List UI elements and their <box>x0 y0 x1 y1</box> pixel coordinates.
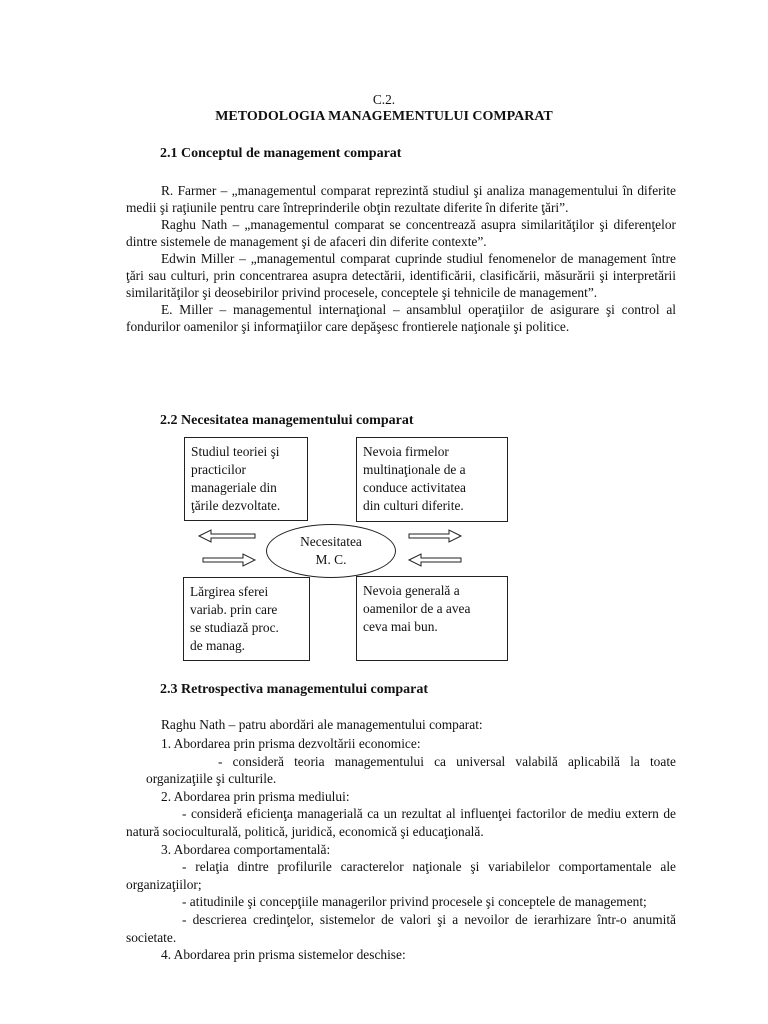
box-line: se studiază proc. <box>190 620 279 635</box>
section-2-3-intro: Raghu Nath – patru abordări ale managementului comparat: <box>161 717 483 732</box>
list-item: 4. Abordarea prin prisma sistemelor deschise: <box>161 947 406 963</box>
box-line: variab. prin care <box>190 602 278 617</box>
list-item: 3. Abordarea comportamentală: <box>161 841 331 857</box>
right-arrows-icon <box>403 527 473 571</box>
document-title: METODOLOGIA MANAGEMENTULUI COMPARAT <box>215 109 553 124</box>
section-heading-2-3: 2.3 Retrospectiva managementului comparat <box>160 682 429 697</box>
box-line: Lărgirea sferei <box>190 584 269 599</box>
paragraph-farmer: R. Farmer – „managementul comparat reprezintă studiul şi analiza managementului în diferite medii şi raţiunile pentru care întreprinderile obţin rezultate diferite în diferite ţări”. <box>126 183 676 215</box>
section-heading-2-2: 2.2 Necesitatea managementului comparat <box>160 413 414 428</box>
list-item: - atitudinile şi concepţiile managerilor privind procesele şi conceptele de management; <box>182 894 647 910</box>
box-line: ţările dezvoltate. <box>191 498 281 513</box>
chapter-number: C.2. <box>372 92 396 107</box>
diagram-box-top-left <box>184 437 308 521</box>
diagram-box-bottom-left <box>183 577 310 661</box>
box-line: oamenilor de a avea <box>363 601 471 616</box>
box-line: Nevoia generală a <box>363 583 460 598</box>
box-line: de manag. <box>190 638 246 653</box>
section-2-1-body <box>126 182 676 335</box>
left-arrows-icon <box>195 527 265 571</box>
box-line: Studiul teoriei şi <box>191 444 280 459</box>
paragraph-raghu-nath: Raghu Nath – „managementul comparat se concentrează asupra similarităţilor şi diferenţelor dintre sistemele de management şi de afaceri din diferite contexte”. <box>126 217 676 249</box>
box-line: Nevoia firmelor <box>363 444 449 459</box>
center-line: M. C. <box>315 552 347 567</box>
box-line: practicilor <box>191 462 247 477</box>
list-item: 1. Abordarea prin prisma dezvoltării economice: <box>161 736 421 751</box>
box-line: manageriale din <box>191 480 277 495</box>
box-line: ceva mai bun. <box>363 619 438 634</box>
list-item: - relaţia dintre profilurile caracterelor naţionale şi variabilelor comportamentale ale organizaţiilor; <box>126 859 676 892</box>
center-line: Necesitatea <box>300 534 362 549</box>
list-item: - descrierea credinţelor, sistemelor de valori şi a nevoilor de ierarhizare într-o anumită societate. <box>126 911 676 945</box>
list-item: - consideră teoria managementului ca universal valabilă aplicabilă la toate organizaţiile şi culturile. <box>146 753 676 787</box>
box-line: multinaţionale de a <box>363 462 466 477</box>
list-item: - consideră eficienţa managerială ca un rezultat al influenţei factorilor de mediu extern de natură socioculturală, politică, juridică, economică şi educaţională. <box>126 806 676 839</box>
paragraph-edwin-miller: Edwin Miller – „managementul comparat cuprinde studiul fenomenelor de management între ţări sau culturi, prin concentrarea asupra detectării, identificării, clasificării, măsurării şi interpretării similarităţilor şi deosebirilor privind procesele, conceptele şi tehnicile de management”. <box>126 251 676 300</box>
diagram-box-bottom-right <box>356 576 508 661</box>
approaches-list <box>126 735 676 964</box>
list-item: 2. Abordarea prin prisma mediului: <box>161 788 350 804</box>
diagram-box-top-right <box>356 437 508 522</box>
box-line: din culturi diferite. <box>363 498 464 513</box>
box-line: conduce activitatea <box>363 480 466 495</box>
section-heading-2-1: 2.1 Conceptul de management comparat <box>160 146 402 161</box>
diagram-center-ellipse <box>266 524 396 578</box>
paragraph-e-miller: E. Miller – managementul internaţional – ansamblul operaţiilor de asigurare şi control al fondurilor oamenilor şi informaţiilor care depăşesc frontierele naţionale şi politice. <box>126 302 676 334</box>
